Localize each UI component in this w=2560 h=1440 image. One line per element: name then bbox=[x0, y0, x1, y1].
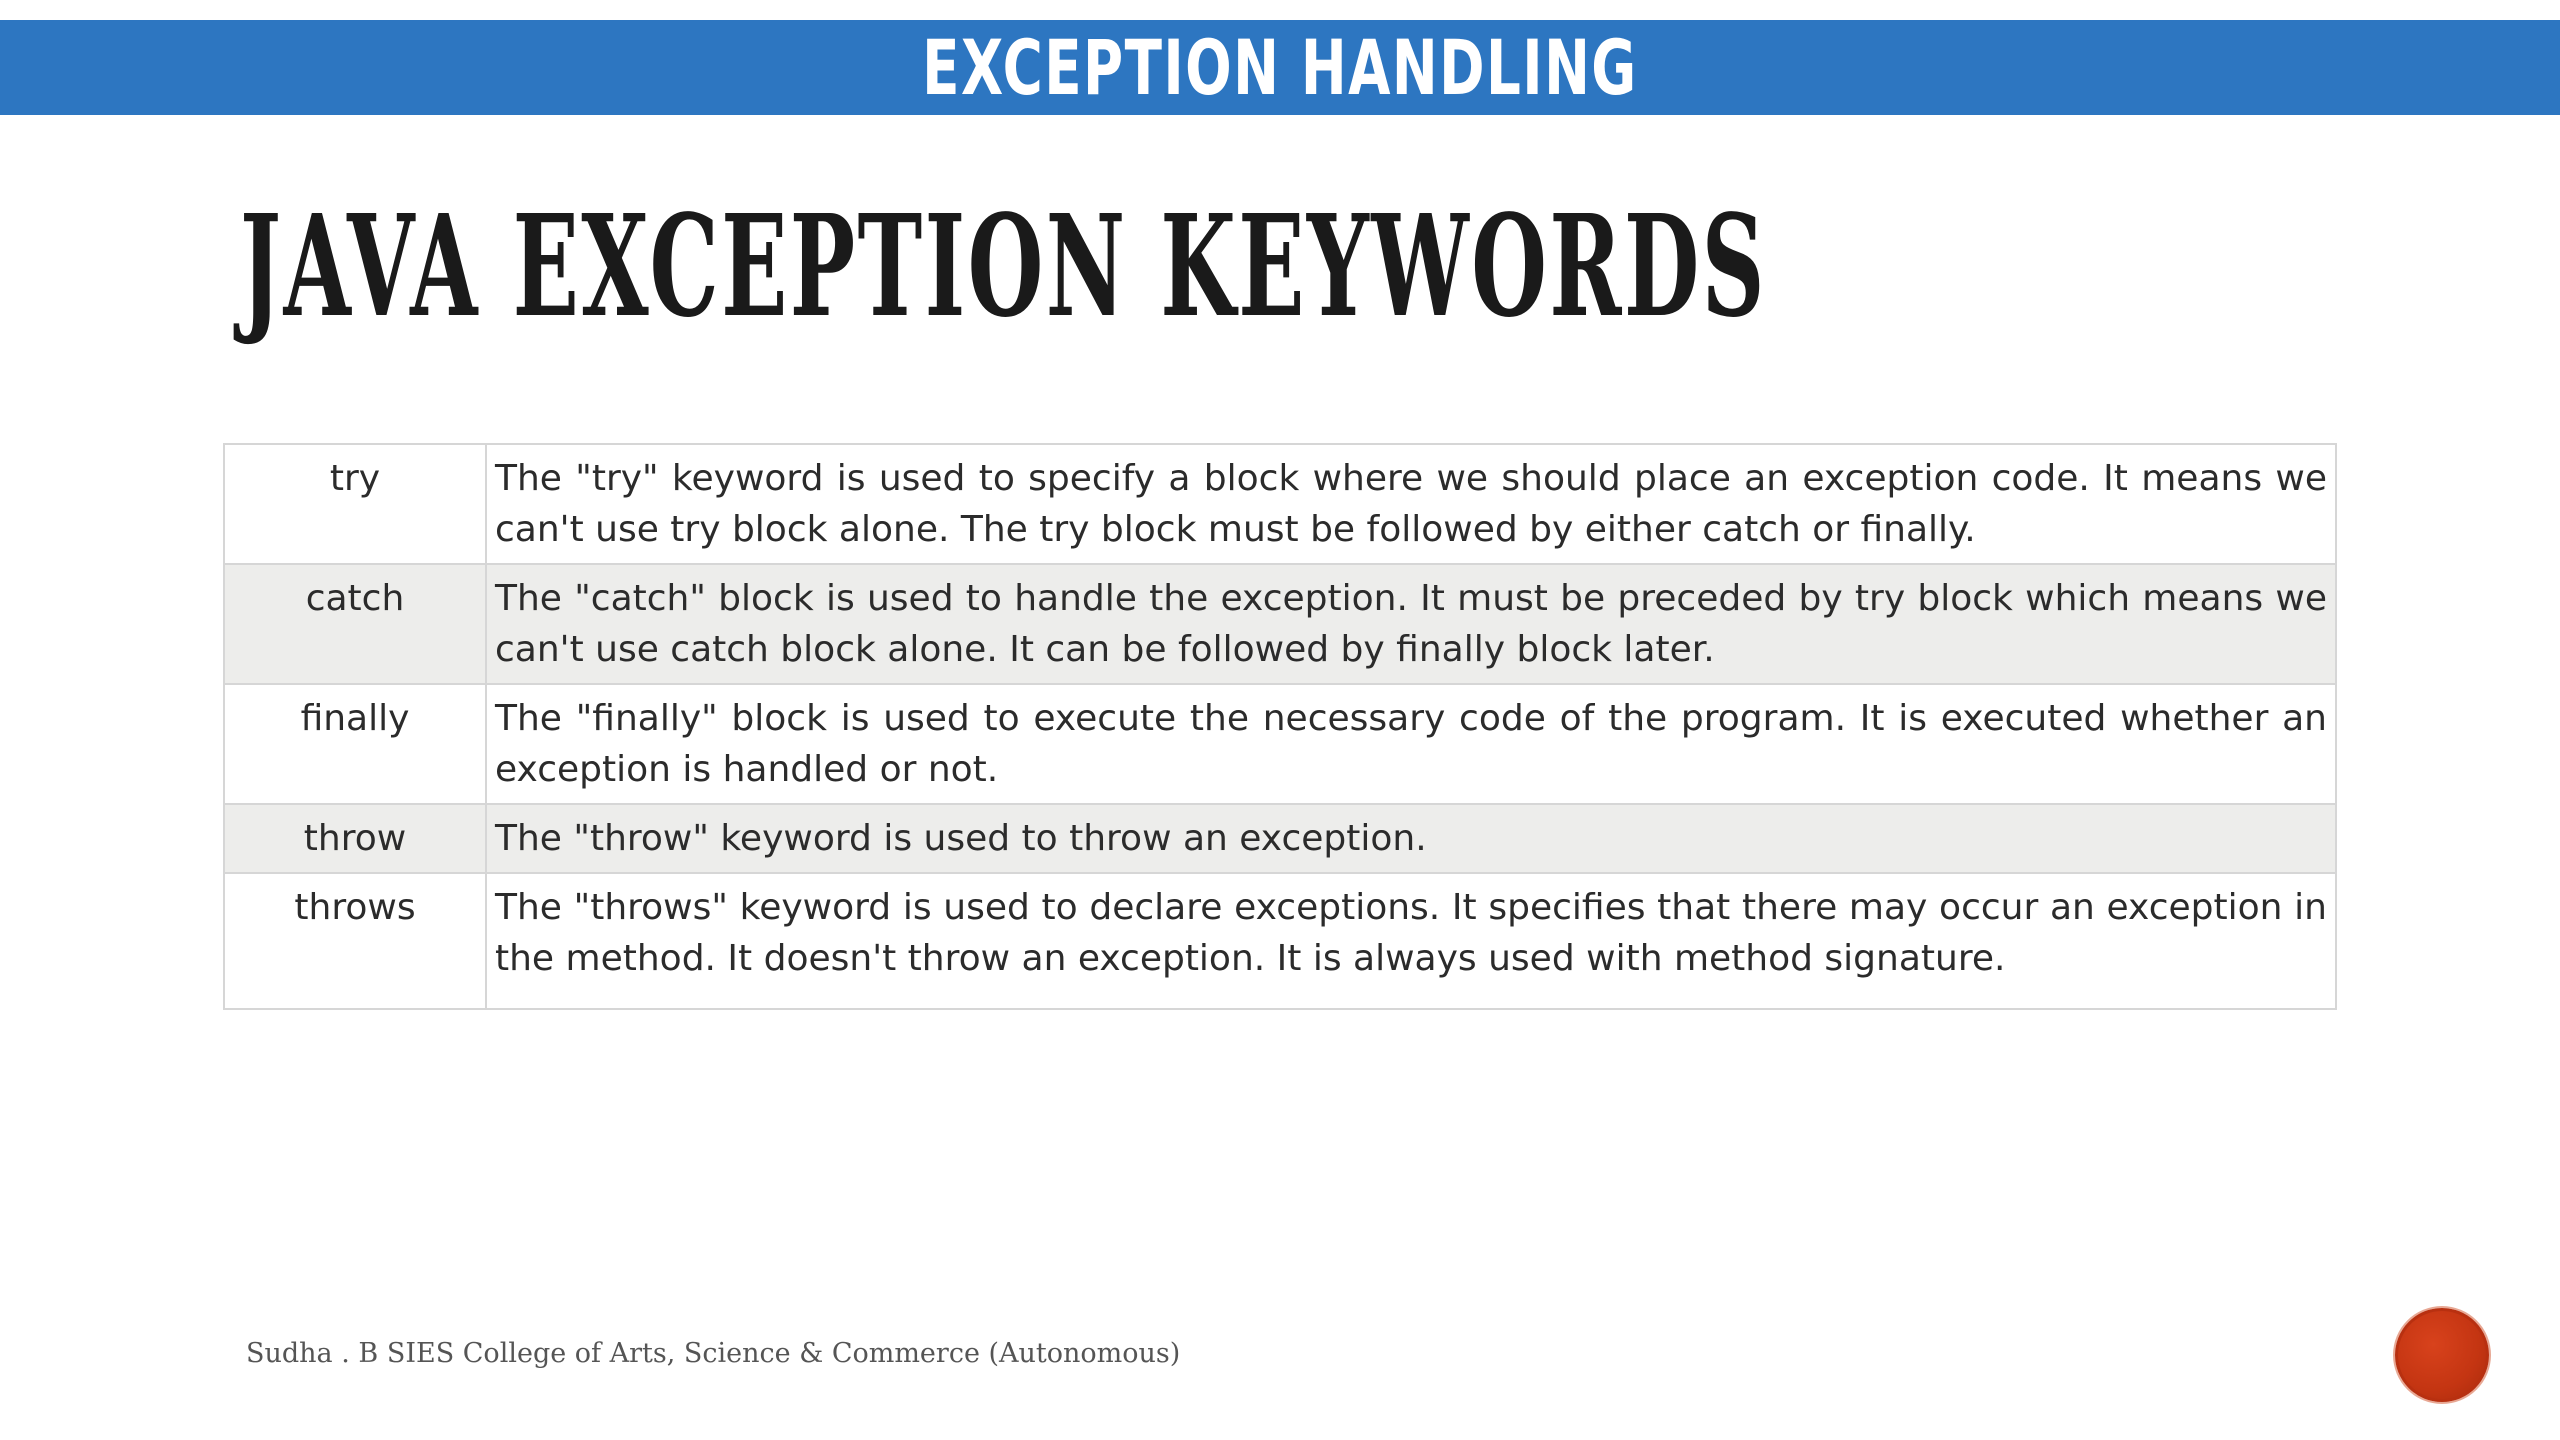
description-cell: The "try" keyword is used to specify a block where we should place an exception code. It means we can't use try block alone. The try block must be followed by either catch or finally. bbox=[486, 444, 2336, 564]
table-row bbox=[224, 873, 2336, 1009]
table-row bbox=[224, 564, 2336, 684]
slide-title: JAVA EXCEPTION KEYWORDS bbox=[240, 185, 1767, 349]
description-cell: The "finally" block is used to execute the necessary code of the program. It is executed whether an exception is handled or not. bbox=[486, 684, 2336, 804]
table-row bbox=[224, 804, 2336, 873]
description-cell: The "throws" keyword is used to declare exceptions. It specifies that there may occur an exception in the method. It doesn't throw an exception. It is always used with method signature. bbox=[486, 873, 2336, 1009]
keywords-table bbox=[223, 443, 2337, 1010]
description-cell: The "throw" keyword is used to throw an exception. bbox=[486, 804, 2336, 873]
keyword-cell: finally bbox=[224, 684, 486, 804]
keyword-cell: throw bbox=[224, 804, 486, 873]
footer-credit: Sudha . B SIES College of Arts, Science & Commerce (Autonomous) bbox=[246, 1338, 1181, 1369]
header-bar bbox=[0, 20, 2560, 115]
header-title: EXCEPTION HANDLING bbox=[922, 22, 1638, 112]
slide-nav-circle-icon[interactable] bbox=[2395, 1308, 2489, 1402]
table-row bbox=[224, 684, 2336, 804]
keyword-cell: catch bbox=[224, 564, 486, 684]
table-row bbox=[224, 444, 2336, 564]
keyword-cell: throws bbox=[224, 873, 486, 1009]
description-cell: The "catch" block is used to handle the exception. It must be preceded by try block which means we can't use catch block alone. It can be followed by finally block later. bbox=[486, 564, 2336, 684]
keyword-cell: try bbox=[224, 444, 486, 564]
top-strip bbox=[0, 0, 2560, 20]
